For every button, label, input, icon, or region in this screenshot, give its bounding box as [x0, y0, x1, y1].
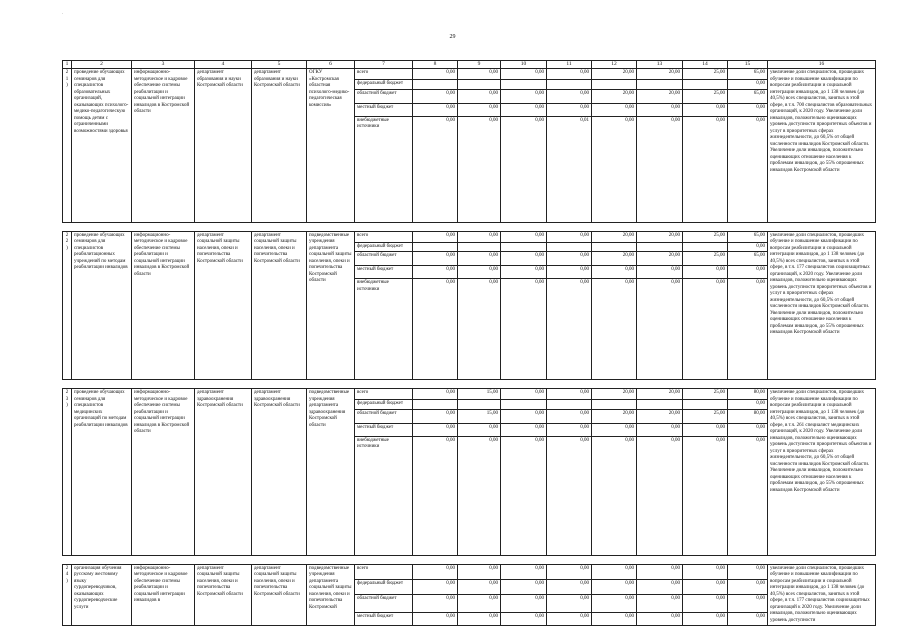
- header-cell: 8: [413, 61, 458, 69]
- funding-value: 0,00: [413, 423, 458, 436]
- funding-value: 0,00: [683, 595, 728, 613]
- funding-value: 0,00: [458, 89, 501, 103]
- funding-value: 0,00: [501, 252, 547, 266]
- funding-value: 0,00: [501, 579, 547, 594]
- funding-value: [592, 400, 637, 410]
- funding-value: 25,00: [683, 252, 728, 266]
- event-name: организация обучения русскому жестовому языку сурдопереводчиков, оказывающих сурдопереводческие услуги: [72, 564, 132, 626]
- funding-value: 20,00: [637, 389, 683, 400]
- funding-value: 0,00: [458, 564, 501, 579]
- scan-mark: .: [62, 10, 63, 15]
- table-row: [63, 564, 876, 579]
- funding-value: 0,00: [458, 595, 501, 613]
- funding-value: 0,00: [637, 103, 683, 116]
- funding-value: 0,00: [728, 564, 768, 579]
- funding-value: 0,00: [547, 69, 592, 80]
- table-row: [63, 69, 876, 80]
- funding-value: 20,00: [637, 89, 683, 103]
- funding-value: 25,00: [683, 231, 728, 242]
- funding-value: 0,00: [413, 231, 458, 242]
- funding-value: 0,00: [501, 103, 547, 116]
- funding-value: 0,00: [547, 231, 592, 242]
- responsible-executor: департамент образования и науки Костромской области: [195, 69, 252, 223]
- expected-result: увеличение доли специалистов, прошедших обучение и повышение квалификации по вопросам реабилитации и социальной интеграции инвалидов, до 1 138 человек (до 40,5%) всех специалистов, занятых в этой сфере, в т.ч. 261 специалист медицинских организаций, к 2020 году. Увеличение доли инвалидов, положительно оценивающих уровень доступности приоритетных объектов и услуг в приоритетных сферах жизнедеятельности, до 60,5% от общей численности инвалидов Костромской области. Увеличение доли инвалидов, положительно оценивающих отношение населения к проблемам инвалидов, до 55% опрошенных инвалидов Костромской области: [768, 389, 876, 556]
- funding-value: 0,00: [683, 579, 728, 594]
- table-body: [63, 61, 876, 626]
- funding-value: 0,00: [413, 69, 458, 80]
- funding-value: 0,00: [592, 436, 637, 555]
- funding-value: 80,00: [728, 409, 768, 423]
- funding-value: 0,00: [458, 266, 501, 279]
- funding-value: 0,00: [501, 89, 547, 103]
- funding-source: местный бюджет: [355, 423, 413, 436]
- funding-value: [501, 242, 547, 252]
- header-cell: 3: [132, 61, 195, 69]
- funding-value: 0,00: [458, 423, 501, 436]
- header-cell: 9: [458, 61, 501, 69]
- funding-value: 25,00: [683, 409, 728, 423]
- expected-result: увеличение доли специалистов, прошедших обучение и повышение квалификации по вопросам реабилитации и социальной интеграции инвалидов, до 1 138 человек (до 40,5%) всех специалистов, занятых в этой сфере, в т.ч. 700 специалистов образовательных организаций, к 2020 году. Увеличение доли инвалидов, положительно оценивающих уровень доступности приоритетных объектов и услуг в приоритетных сферах жизнедеятельности, до 60,5% от общей численности инвалидов Костромской области. Увеличение доли инвалидов, положительно оценивающих отношение населения к проблемам инвалидов, до 55% опрошенных инвалидов Костромской области: [768, 69, 876, 223]
- funding-value: 25,00: [683, 89, 728, 103]
- funding-value: 0,00: [683, 423, 728, 436]
- funding-value: 20,00: [637, 231, 683, 242]
- funding-value: [458, 80, 501, 90]
- funding-value: 0,00: [637, 436, 683, 555]
- row-gap: [63, 222, 876, 231]
- header-cell: 6: [307, 61, 355, 69]
- funding-value: 0,00: [592, 595, 637, 613]
- header-cell: 12: [592, 61, 637, 69]
- funding-value: [637, 242, 683, 252]
- header-cell: 5: [252, 61, 307, 69]
- funding-value: 0,00: [547, 103, 592, 116]
- funding-source: областной бюджет: [355, 595, 413, 613]
- funding-value: 0,00: [501, 612, 547, 625]
- funding-value: 0,00: [547, 409, 592, 423]
- funding-value: 20,00: [592, 89, 637, 103]
- funding-value: 0,00: [637, 612, 683, 625]
- header-cell: 16: [768, 61, 876, 69]
- funding-value: 20,00: [637, 409, 683, 423]
- header-cell: 14: [683, 61, 728, 69]
- row-number: 24): [63, 564, 72, 626]
- co-executor: департамент образования и науки Костромской области: [252, 69, 307, 223]
- funding-value: 0,00: [458, 252, 501, 266]
- funding-source: местный бюджет: [355, 612, 413, 625]
- funding-value: 20,00: [592, 252, 637, 266]
- task-description: информационно-методическое и кадровое обеспечение системы реабилитации и социальной интеграции инвалидов в Костромской области: [132, 389, 195, 556]
- funding-value: 0,00: [728, 595, 768, 613]
- funding-value: 65,00: [728, 231, 768, 242]
- participant: подведомственные учреждения департамента социальной защиты населения, опеки и попечительства Костромской: [307, 564, 355, 626]
- funding-value: 0,00: [547, 436, 592, 555]
- funding-value: 0,00: [547, 266, 592, 279]
- header-cell: 11: [547, 61, 592, 69]
- funding-value: [637, 400, 683, 410]
- co-executor: департамент здравоохранения Костромской области: [252, 389, 307, 556]
- funding-source: внебюджетные источники: [355, 436, 413, 555]
- co-executor: департамент социальной защиты населения, опеки и попечительства Костромской области: [252, 231, 307, 380]
- funding-value: 0,00: [458, 69, 501, 80]
- funding-value: 0,00: [728, 423, 768, 436]
- funding-source: областной бюджет: [355, 409, 413, 423]
- funding-source: всего: [355, 564, 413, 579]
- funding-value: 0,00: [413, 564, 458, 579]
- funding-value: 0,00: [413, 579, 458, 594]
- funding-source: федеральный бюджет: [355, 242, 413, 252]
- funding-value: 0,00: [413, 595, 458, 613]
- responsible-executor: департамент социальной защиты населения, опеки и попечительства Костромской области: [195, 231, 252, 380]
- funding-value: [683, 80, 728, 90]
- funding-value: 0,00: [413, 279, 458, 380]
- funding-value: 0,00: [413, 436, 458, 555]
- funding-value: 0,00: [547, 423, 592, 436]
- funding-source: федеральный бюджет: [355, 579, 413, 594]
- funding-value: 0,00: [547, 279, 592, 380]
- funding-value: [413, 400, 458, 410]
- funding-value: [592, 242, 637, 252]
- funding-value: 0,00: [547, 579, 592, 594]
- funding-value: 0,00: [547, 389, 592, 400]
- funding-value: 0,00: [592, 564, 637, 579]
- funding-value: 0,00: [637, 116, 683, 222]
- funding-value: 0,00: [547, 564, 592, 579]
- funding-value: 65,00: [728, 252, 768, 266]
- funding-value: [501, 400, 547, 410]
- funding-value: [501, 80, 547, 90]
- participant: ОГКУ «Костромская областная психолого-медико-педагогическая комиссия»: [307, 69, 355, 223]
- funding-value: 0,00: [413, 389, 458, 400]
- funding-value: 80,00: [728, 389, 768, 400]
- funding-value: 0,00: [683, 116, 728, 222]
- funding-value: [547, 400, 592, 410]
- funding-value: 25,00: [683, 389, 728, 400]
- row-number: 21): [63, 69, 72, 223]
- funding-value: 0,00: [637, 564, 683, 579]
- funding-source: местный бюджет: [355, 266, 413, 279]
- funding-value: 0,00: [501, 389, 547, 400]
- funding-value: 0,00: [592, 612, 637, 625]
- funding-value: 0,00: [683, 612, 728, 625]
- funding-value: 0,00: [592, 103, 637, 116]
- funding-value: 15,00: [458, 389, 501, 400]
- header-cell: 13: [637, 61, 683, 69]
- funding-value: 0,00: [728, 279, 768, 380]
- funding-value: 0,00: [592, 423, 637, 436]
- table-row: [63, 389, 876, 400]
- participant: подведомственные учреждения департамента социальной защиты населения, опеки и попечительства Костромской области: [307, 231, 355, 380]
- table-row: [63, 231, 876, 242]
- funding-value: 0,00: [458, 103, 501, 116]
- row-number: 23): [63, 389, 72, 556]
- header-cell: 4: [195, 61, 252, 69]
- funding-value: [637, 80, 683, 90]
- funding-value: 20,00: [592, 409, 637, 423]
- funding-value: 20,00: [592, 69, 637, 80]
- funding-value: 0,00: [728, 266, 768, 279]
- responsible-executor: департамент социальной защиты населения, опеки и попечительства Костромской области: [195, 564, 252, 626]
- funding-value: 0,00: [592, 266, 637, 279]
- header-cell: 2: [72, 61, 132, 69]
- funding-value: 0,00: [458, 612, 501, 625]
- funding-value: 20,00: [592, 389, 637, 400]
- funding-value: 0,00: [728, 436, 768, 555]
- funding-value: 0,00: [413, 89, 458, 103]
- funding-value: 0,00: [501, 595, 547, 613]
- funding-source: всего: [355, 69, 413, 80]
- funding-value: 0,00: [458, 279, 501, 380]
- program-table: [62, 60, 876, 626]
- funding-value: 0,00: [458, 436, 501, 555]
- funding-value: 0,00: [501, 69, 547, 80]
- header-cell: 10: [501, 61, 547, 69]
- funding-value: 0,00: [683, 279, 728, 380]
- task-description: информационно-методическое и кадровое обеспечение системы реабилитации и социальной интеграции инвалидов в Костромской области: [132, 69, 195, 223]
- event-name: проведение обучающих семинаров для специалистов медицинских организаций по методам реабилитации инвалидов: [72, 389, 132, 556]
- funding-value: 0,00: [637, 579, 683, 594]
- funding-value: 0,00: [728, 116, 768, 222]
- funding-source: всего: [355, 231, 413, 242]
- funding-value: 0,00: [458, 231, 501, 242]
- funding-value: [547, 80, 592, 90]
- event-name: проведение обучающих семинаров для специалистов образовательных организаций, оказывающих психолого-медико-педагогическую помощь детям с ограниченными возможностями здоровья: [72, 69, 132, 223]
- page-number: 29: [449, 34, 456, 40]
- participant: подведомственные учреждения департамента здравоохранения Костромской области: [307, 389, 355, 556]
- funding-source: местный бюджет: [355, 103, 413, 116]
- funding-value: 0,00: [728, 80, 768, 90]
- gap-cell: [63, 555, 876, 564]
- task-description: информационно-методическое и кадровое обеспечение системы реабилитации и социальной интеграции инвалидов в Костромской области: [132, 231, 195, 380]
- funding-value: 0,00: [501, 231, 547, 242]
- funding-value: 0,00: [501, 564, 547, 579]
- funding-value: 0,00: [728, 242, 768, 252]
- funding-value: 0,00: [683, 564, 728, 579]
- header-cell: 7: [355, 61, 413, 69]
- funding-value: 0,00: [501, 279, 547, 380]
- funding-value: 20,00: [637, 252, 683, 266]
- co-executor: департамент социальной защиты населения, опеки и попечительства Костромской области: [252, 564, 307, 626]
- funding-value: 0,00: [458, 116, 501, 222]
- responsible-executor: департамент здравоохранения Костромской области: [195, 389, 252, 556]
- funding-value: 0,00: [413, 103, 458, 116]
- funding-value: 20,00: [637, 69, 683, 80]
- funding-source: областной бюджет: [355, 89, 413, 103]
- funding-value: 0,00: [637, 266, 683, 279]
- header-cell: 1: [63, 61, 72, 69]
- funding-value: 0,00: [728, 612, 768, 625]
- funding-value: [413, 80, 458, 90]
- header-cell: 15: [728, 61, 768, 69]
- funding-value: 0,00: [683, 266, 728, 279]
- funding-value: 0,00: [592, 579, 637, 594]
- funding-value: 65,00: [728, 69, 768, 80]
- funding-value: 0,00: [413, 409, 458, 423]
- funding-value: 0,00: [592, 116, 637, 222]
- funding-value: 0,00: [413, 266, 458, 279]
- funding-source: всего: [355, 389, 413, 400]
- task-description: информационно-методическое и кадровое обеспечение системы реабилитации и социальной интеграции инвалидов в: [132, 564, 195, 626]
- funding-value: [592, 80, 637, 90]
- funding-value: 0,00: [501, 266, 547, 279]
- funding-value: [683, 400, 728, 410]
- expected-result: увеличение доли специалистов, прошедших обучение и повышение квалификации по вопросам реабилитации и социальной интеграции инвалидов, до 1 138 человек (до 40,5%) всех специалистов, занятых в этой сфере, в т.ч. 177 специалистов социозащитных организаций, к 2020 году. Увеличение доли инвалидов, положительно оценивающих уровень доступности приоритетных объектов и услуг в приоритетных сферах жизнедеятельности, до 60,5% от общей численности инвалидов Костромской области. Увеличение доли инвалидов, положительно оценивающих отношение населения к проблемам инвалидов, до 55% опрошенных инвалидов Костромской области: [768, 231, 876, 380]
- row-gap: [63, 380, 876, 389]
- funding-value: [413, 242, 458, 252]
- funding-value: 0,00: [728, 400, 768, 410]
- funding-source: федеральный бюджет: [355, 80, 413, 90]
- funding-value: 0,00: [637, 279, 683, 380]
- event-name: проведение обучающих семинаров для специалистов реабилитационных учреждений по методам реабилитации инвалидов: [72, 231, 132, 380]
- funding-value: 20,00: [592, 231, 637, 242]
- funding-value: 0,00: [683, 103, 728, 116]
- gap-cell: [63, 380, 876, 389]
- header-row: [63, 61, 876, 69]
- funding-value: [458, 400, 501, 410]
- funding-value: 0,00: [683, 436, 728, 555]
- funding-value: 0,00: [592, 279, 637, 380]
- funding-value: [547, 242, 592, 252]
- funding-value: [458, 242, 501, 252]
- funding-value: 65,00: [728, 89, 768, 103]
- funding-value: 0,00: [458, 579, 501, 594]
- funding-value: 0,00: [501, 116, 547, 222]
- gap-cell: [63, 222, 876, 231]
- funding-source: внебюджетные источники: [355, 116, 413, 222]
- funding-value: 15,00: [458, 409, 501, 423]
- funding-value: 0,00: [547, 252, 592, 266]
- funding-value: 0,00: [413, 612, 458, 625]
- row-gap: [63, 555, 876, 564]
- funding-value: 0,00: [637, 423, 683, 436]
- funding-value: 0,00: [501, 436, 547, 555]
- funding-value: 0,00: [547, 595, 592, 613]
- funding-value: 0,00: [637, 595, 683, 613]
- funding-value: 0,00: [728, 579, 768, 594]
- funding-source: внебюджетные источники: [355, 279, 413, 380]
- funding-source: областной бюджет: [355, 252, 413, 266]
- funding-source: федеральный бюджет: [355, 400, 413, 410]
- funding-value: 0,00: [547, 612, 592, 625]
- funding-value: 0,00: [413, 116, 458, 222]
- funding-value: 0,01: [547, 116, 592, 222]
- funding-value: 0,00: [413, 252, 458, 266]
- funding-value: 0,00: [501, 423, 547, 436]
- funding-value: [683, 242, 728, 252]
- funding-value: 0,00: [547, 89, 592, 103]
- funding-value: 0,00: [501, 409, 547, 423]
- funding-value: 0,00: [728, 103, 768, 116]
- funding-value: 25,00: [683, 69, 728, 80]
- expected-result: увеличение доли специалистов, прошедших обучение и повышение квалификации по вопросам реабилитации и социальной интеграции инвалидов, до 1 138 человек (до 40,5%) всех специалистов, занятых в этой сфере, в т.ч. 177 специалистов социозащитных организаций к 2020 году. Увеличение доли инвалидов, положительно оценивающих уровень доступности: [768, 564, 876, 626]
- row-number: 22): [63, 231, 72, 380]
